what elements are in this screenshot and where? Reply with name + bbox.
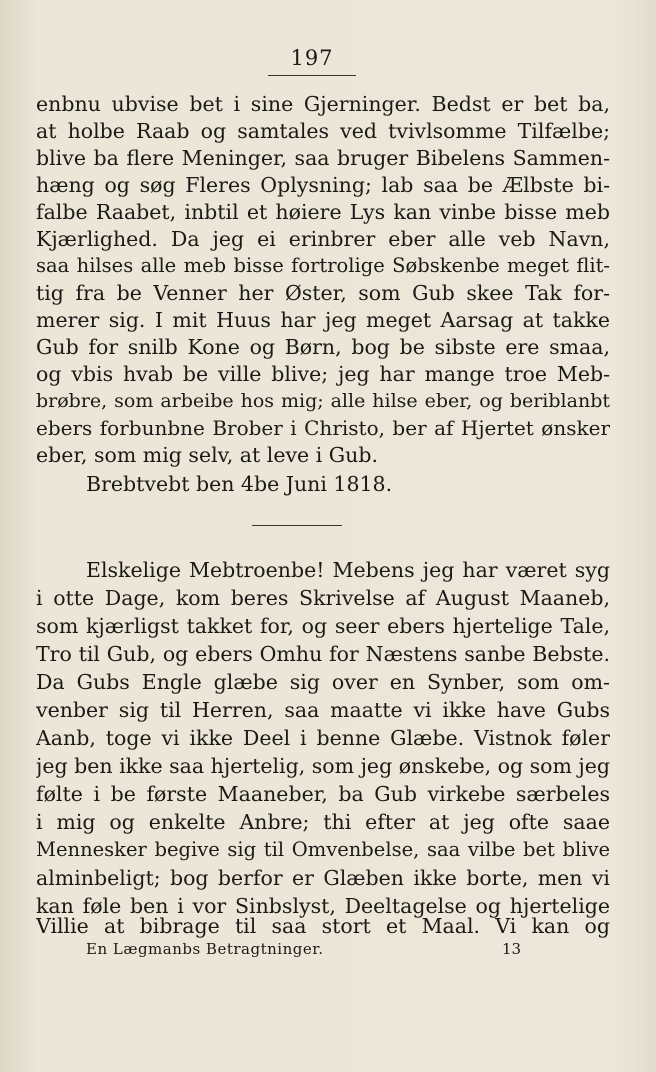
text-line: i otte Dage, kom beres Skrivelse af August Maaneb, (36, 586, 610, 610)
text-line: at holbe Raab og samtales ved tvivlsomme Tilfælbe; (36, 119, 610, 143)
page-number: 197 (290, 46, 334, 70)
text-line: Da Gubs Engle glæbe sig over en Synber, som om- (36, 670, 610, 694)
text-line: ebers forbunbne Brober i Christo, ber af Hjertet ønsker (36, 416, 610, 440)
text-line: kan føle ben i vor Sinbslyst, Deeltagelse og hjertelige (36, 894, 610, 918)
signature-mark: 13 (502, 940, 522, 958)
text-line: venber sig til Herren, saa maatte vi ikke have Gubs (36, 698, 610, 722)
text-line: Kjærlighed. Da jeg ei erinbrer eber alle veb Navn, (36, 227, 610, 251)
text-line: jeg ben ikke saa hjertelig, som jeg ønskebe, og som jeg (36, 754, 610, 778)
dateline: Brebtvebt ben 4be Juni 1818. (86, 472, 393, 496)
text-line: Tro til Gub, og ebers Omhu for Næstens sanbe Bebste. (36, 642, 610, 666)
text-line: Mennesker begive sig til Omvenbelse, saa vilbe bet blive (36, 838, 610, 861)
text-line: i mig og enkelte Anbre; thi efter at jeg ofte saae (36, 810, 610, 834)
text-line: og vbis hvab be ville blive; jeg har mange troe Meb- (36, 362, 610, 386)
text-line: brøbre, som arbeibe hos mig; alle hilse eber, og beriblanbt (36, 390, 610, 412)
text-line: følte i be første Maaneber, ba Gub virkebe særbeles (36, 782, 610, 806)
text-line: saa hilses alle meb bisse fortrolige Søbskenbe meget flit- (36, 254, 610, 277)
text-line: hæng og søg Fleres Oplysning; lab saa be Ælbste bi- (36, 173, 610, 197)
text-line: Gub for snilb Kone og Børn, bog be sibste ere smaa, (36, 335, 610, 359)
text-line: falbe Raabet, inbtil et høiere Lys kan vinbe bisse meb (36, 200, 610, 224)
text-line: blive ba flere Meninger, saa bruger Bibelens Sammen- (36, 146, 610, 170)
header-rule (268, 75, 356, 76)
text-line: Elskelige Mebtroenbe! Mebens jeg har været syg (86, 558, 610, 582)
text-line: eber, som mig selv, at leve i Gub. (36, 443, 378, 467)
text-line: Villie at bibrage til saa stort et Maal. Vi kan og (36, 914, 610, 938)
text-line: alminbeligt; bog berfor er Glæben ikke borte, men vi (36, 866, 610, 890)
section-divider (252, 525, 342, 526)
text-line: Aanb, toge vi ikke Deel i benne Glæbe. Vistnok føler (36, 726, 610, 750)
text-line: enbnu ubvise bet i sine Gjerninger. Bedst er bet ba, (36, 92, 610, 116)
text-line: som kjærligst takket for, og seer ebers hjertelige Tale, (36, 614, 610, 638)
text-line: merer sig. I mit Huus har jeg meget Aarsag at takke (36, 308, 610, 332)
running-footer-title: En Lægmanbs Betragtninger. (86, 940, 324, 958)
text-line: tig fra be Venner her Øster, som Gub skee Tak for- (36, 281, 610, 305)
